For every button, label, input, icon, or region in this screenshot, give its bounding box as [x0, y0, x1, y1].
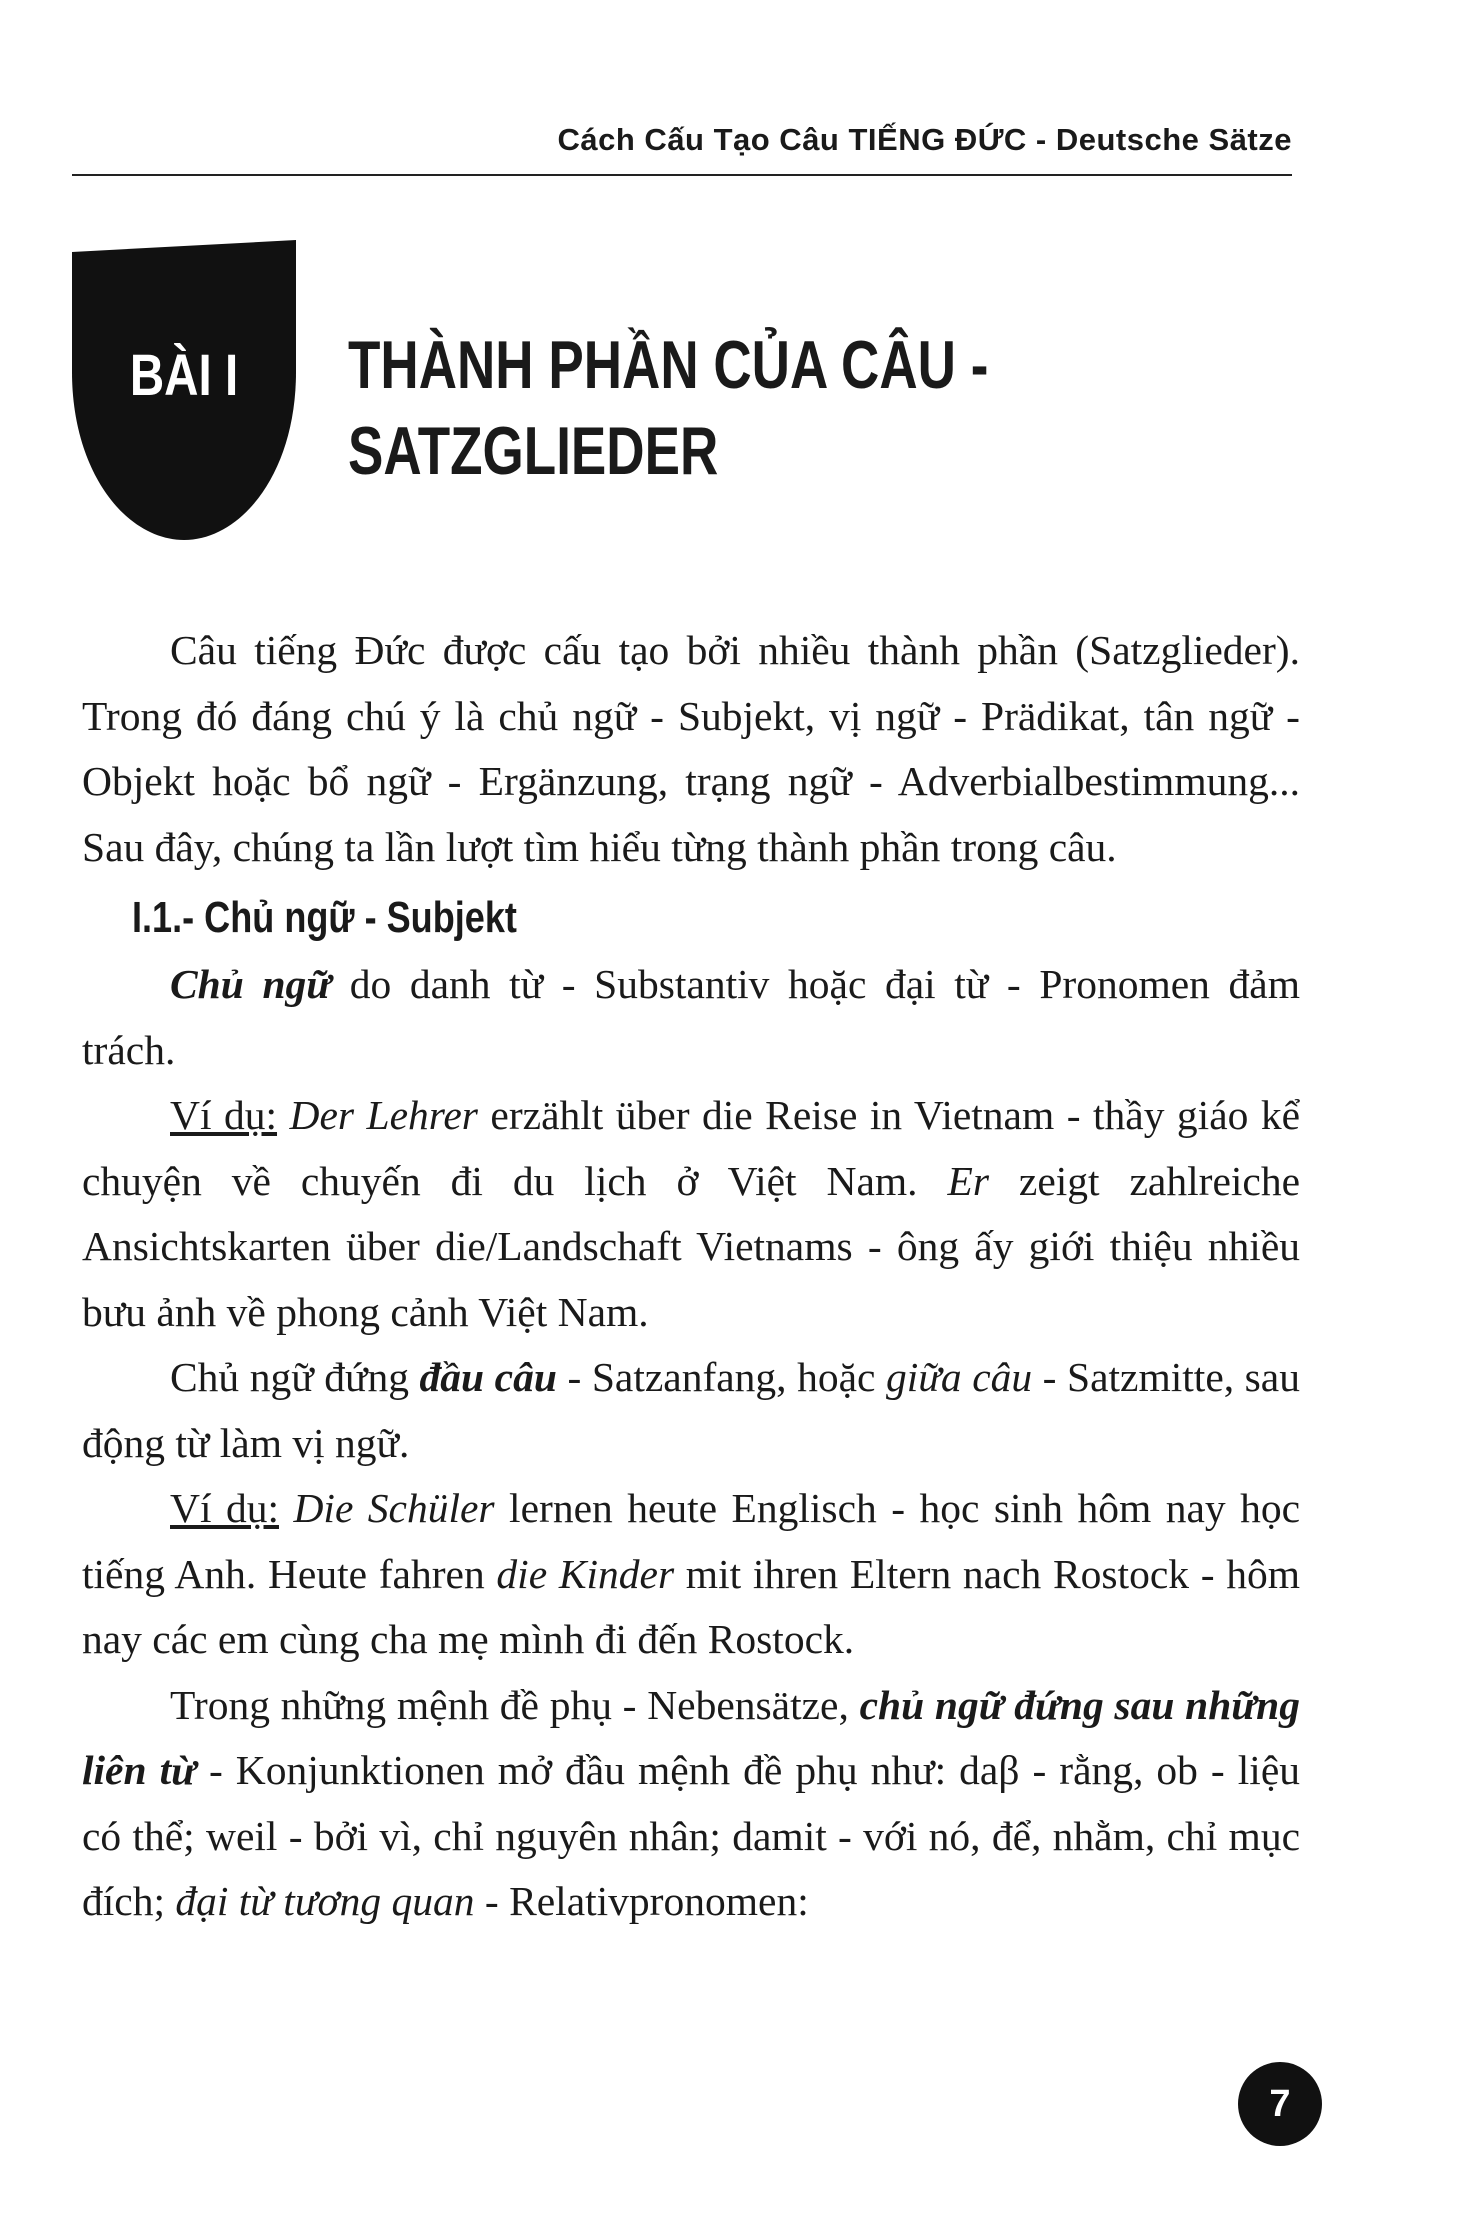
- page-number: 7: [1238, 2062, 1322, 2146]
- emphasis-sentence-middle: giữa câu: [885, 1354, 1033, 1400]
- section-heading: [82, 884, 1300, 952]
- lesson-title-line-1: THÀNH PHẦN CỦA CÂU -: [348, 327, 989, 403]
- subordinate-clause-paragraph: [82, 1673, 1300, 1935]
- example-label: Ví dụ:: [170, 1092, 278, 1138]
- example-text: zeigt zahlreiche Ansichtskarten über die/Landschaft Vietnams - ông ấy giới thiệu nhiều bưu ảnh về phong cảnh Việt Nam.: [82, 1157, 1300, 1335]
- position-paragraph: [82, 1345, 1300, 1476]
- paragraph-text: - Konjunktionen mở đầu mệnh đề phụ như: daβ - rằng, ob - liệu có thể; weil - bởi vì, chỉ nguyên nhân; damit - với nó, để, nhằm, chỉ mục đích;: [82, 1747, 1300, 1924]
- emphasis-relative-pronoun: đại từ tương quan: [175, 1878, 475, 1924]
- paragraph-text: - Satzmitte, sau động từ làm vị ngữ.: [82, 1354, 1300, 1466]
- paragraph-text: Trong những mệnh đề phụ - Nebensätze,: [170, 1681, 860, 1728]
- example-subject: die Kinder: [496, 1550, 675, 1597]
- subject-definition-paragraph: [82, 952, 1300, 1083]
- term-subject: Chủ ngữ: [170, 961, 332, 1007]
- paragraph-text: Chủ ngữ đứng: [170, 1354, 420, 1400]
- lesson-badge-label: BÀI I: [129, 343, 239, 408]
- definition-text: do danh từ - Substantiv hoặc đại từ - Pronomen đảm trách.: [82, 961, 1300, 1073]
- body-text: [82, 618, 1300, 1935]
- running-header: Cách Cấu Tạo Câu TIẾNG ĐỨC - Deutsche Sätze: [557, 122, 1292, 157]
- emphasis-sentence-start: đầu câu: [419, 1354, 557, 1400]
- example-text: lernen heute Englisch - học sinh hôm nay học tiếng Anh. Heute fahren: [82, 1485, 1300, 1597]
- example-subject: Er: [947, 1157, 989, 1204]
- example-text: erzählt über die Reise in Vietnam - thầy giáo kể chuyện về chuyến đi du lịch ở Việt Nam.: [82, 1092, 1301, 1204]
- example-paragraph-2: [82, 1476, 1300, 1673]
- section-heading-text: I.1.- Chủ ngữ - Subjekt: [132, 893, 517, 942]
- example-subject: Die Schüler: [293, 1485, 495, 1531]
- example-subject: Der Lehrer: [289, 1092, 478, 1138]
- paragraph-text: - Satzanfang, hoặc: [556, 1354, 886, 1400]
- example-paragraph-1: [82, 1083, 1300, 1345]
- emphasis-subject-after-conjunction: chủ ngữ đứng sau những liên từ: [82, 1681, 1300, 1793]
- paragraph-text: - Relativpronomen:: [474, 1878, 809, 1924]
- lesson-title-line-2: SATZGLIEDER: [348, 413, 719, 489]
- example-label: Ví dụ:: [170, 1485, 279, 1531]
- intro-paragraph: Câu tiếng Đức được cấu tạo bởi nhiều thành phần (Satzglieder). Trong đó đáng chú ý là chủ ngữ - Subjekt, vị ngữ - Prädikat, tân ngữ - Objekt hoặc bổ ngữ - Ergänzung, trạng ngữ - Adverbialbestimmung... Sau đây, chúng ta lần lượt tìm hiểu từng thành phần trong câu.: [82, 627, 1300, 870]
- example-text: mit ihren Eltern nach Rostock - hôm nay các em cùng cha mẹ mình đi đến Rostock.: [82, 1550, 1301, 1662]
- header-rule: [72, 174, 1292, 176]
- lesson-title: [348, 322, 1050, 494]
